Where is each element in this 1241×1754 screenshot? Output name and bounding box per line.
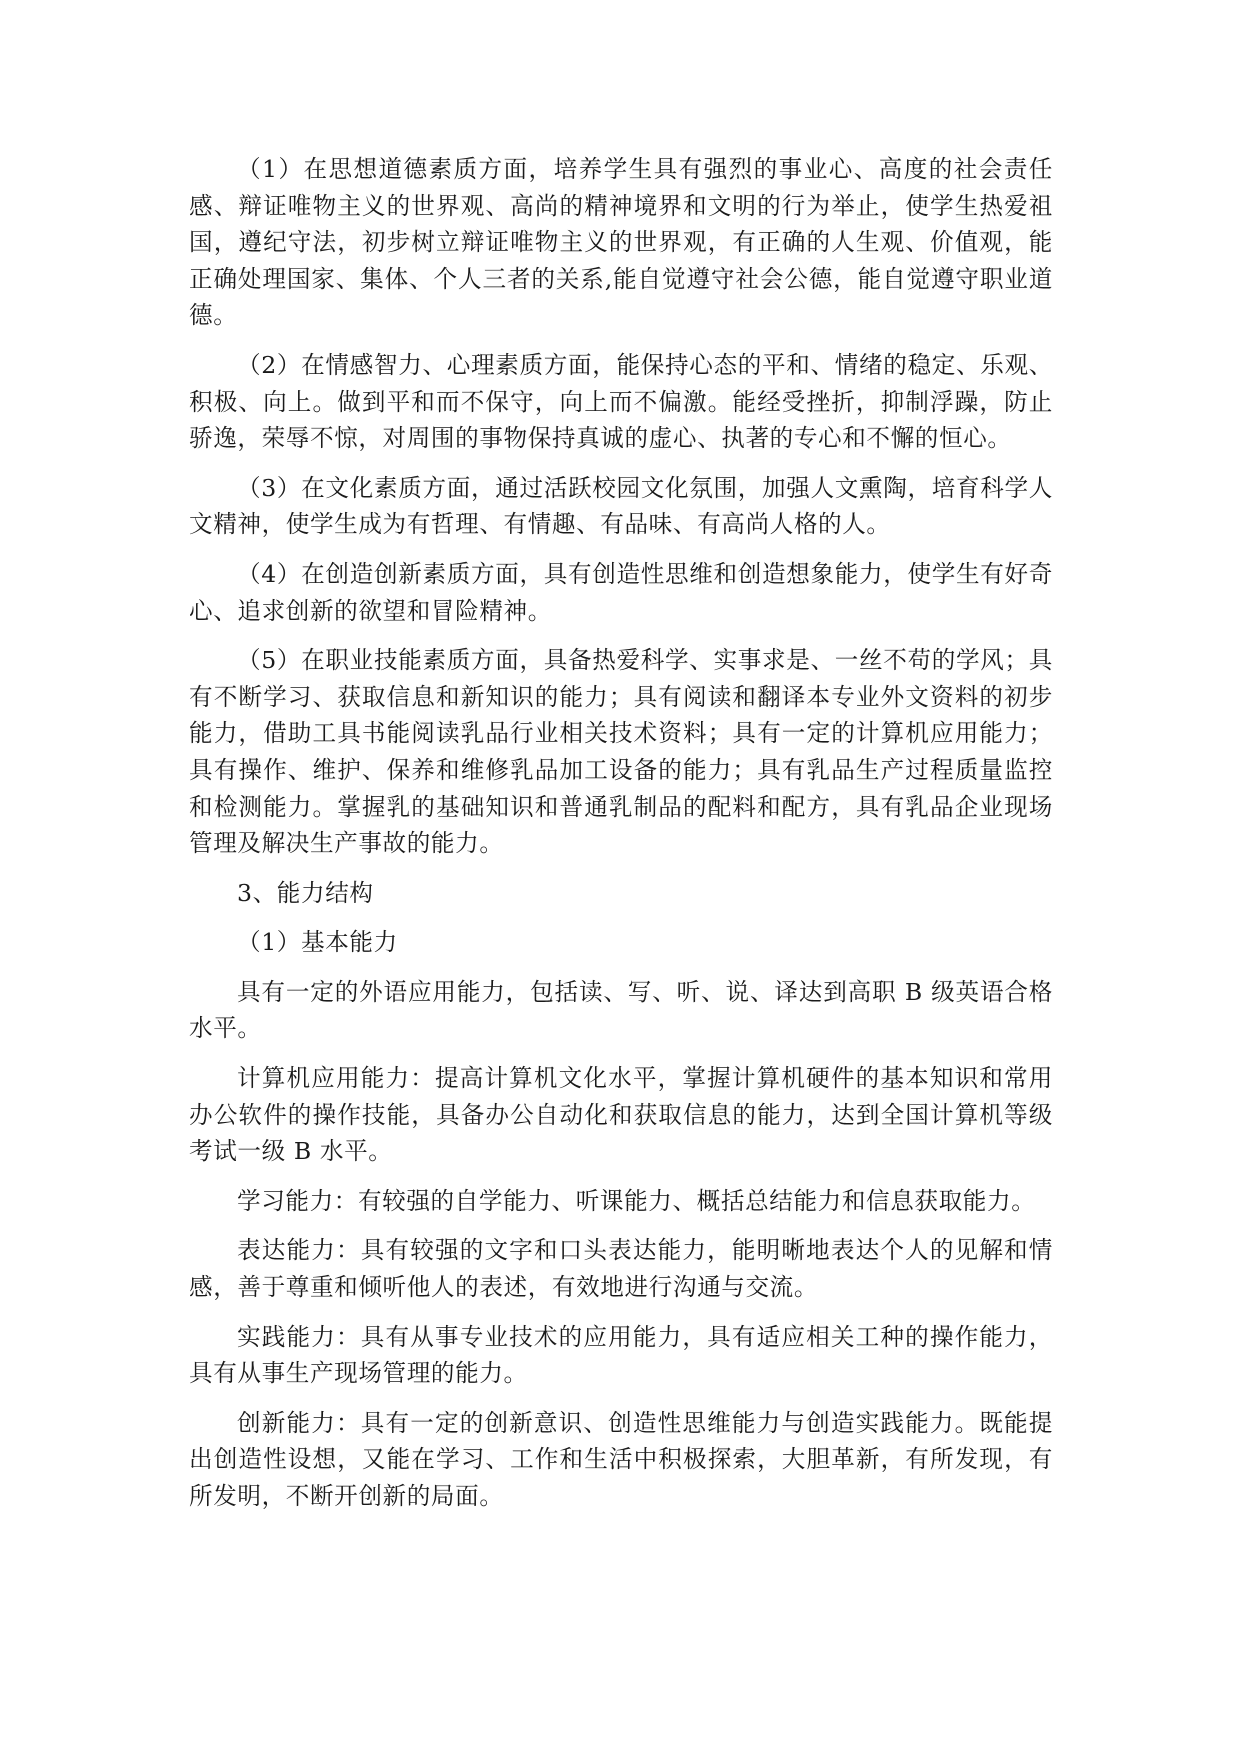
paragraph-vocational-quality: （5）在职业技能素质方面，具备热爱科学、实事求是、一丝不苟的学风；具有不断学习、获取信息和新知识的能力；具有阅读和翻译本专业外文资料的初步能力，借助工具书能阅读乳品行业相关技术资料；具有一定的计算机应用能力；具有操作、维护、保养和维修乳品加工设备的能力；具有乳品生产过程质量监控和检测能力。掌握乳的基础知识和普通乳制品的配料和配方，具有乳品企业现场管理及解决生产事故的能力。 bbox=[189, 646, 1053, 858]
paragraph-computer-ability: 计算机应用能力：提高计算机文化水平，掌握计算机硬件的基本知识和常用办公软件的操作技能，具备办公自动化和获取信息的能力，达到全国计算机等级考试一级 B 水平。 bbox=[189, 1064, 1053, 1166]
paragraph-innovation-quality: （4）在创造创新素质方面，具有创造性思维和创造想象能力，使学生有好奇心、追求创新的欲望和冒险精神。 bbox=[189, 559, 1053, 625]
paragraph-emotional-quality: （2）在情感智力、心理素质方面，能保持心态的平和、情绪的稳定、乐观、积极、向上。做到平和而不保守，向上而不偏激。能经受挫折，抑制浮躁，防止骄逸，荣辱不惊，对周围的事物保持真诚的虚心、执著的专心和不懈的恒心。 bbox=[189, 350, 1053, 453]
subsection-heading-basic-ability: （1）基本能力 bbox=[237, 928, 398, 957]
paragraph-practice-ability: 实践能力：具有从事专业技术的应用能力，具有适应相关工种的操作能力，具有从事生产现场管理的能力。 bbox=[189, 1322, 1053, 1388]
paragraph-moral-quality: （1）在思想道德素质方面，培养学生具有强烈的事业心、高度的社会责任感、辩证唯物主义的世界观、高尚的精神境界和文明的行为举止，使学生热爱祖国，遵纪守法，初步树立辩证唯物主义的世界观，有正确的人生观、价值观，能正确处理国家、集体、个人三者的关系,能自觉遵守社会公德，能自觉遵守职业道德。 bbox=[189, 155, 1053, 330]
paragraph-innovation-ability: 创新能力：具有一定的创新意识、创造性思维能力与创造实践能力。既能提出创造性设想，又能在学习、工作和生活中积极探索，大胆革新，有所发现，有所发明，不断开创新的局面。 bbox=[189, 1408, 1053, 1510]
document-body bbox=[189, 151, 1053, 1528]
paragraph-learning-ability: 学习能力：有较强的自学能力、听课能力、概括总结能力和信息获取能力。 bbox=[237, 1186, 1036, 1215]
section-heading-ability-structure: 3、能力结构 bbox=[237, 878, 374, 907]
paragraph-expression-ability: 表达能力：具有较强的文字和口头表达能力，能明晰地表达个人的见解和情感，善于尊重和倾听他人的表述，有效地进行沟通与交流。 bbox=[189, 1236, 1053, 1302]
paragraph-foreign-language: 具有一定的外语应用能力，包括读、写、听、说、译达到高职 B 级英语合格水平。 bbox=[189, 977, 1053, 1043]
paragraph-cultural-quality: （3）在文化素质方面，通过活跃校园文化氛围，加强人文熏陶，培育科学人文精神，使学生成为有哲理、有情趣、有品味、有高尚人格的人。 bbox=[189, 473, 1053, 539]
